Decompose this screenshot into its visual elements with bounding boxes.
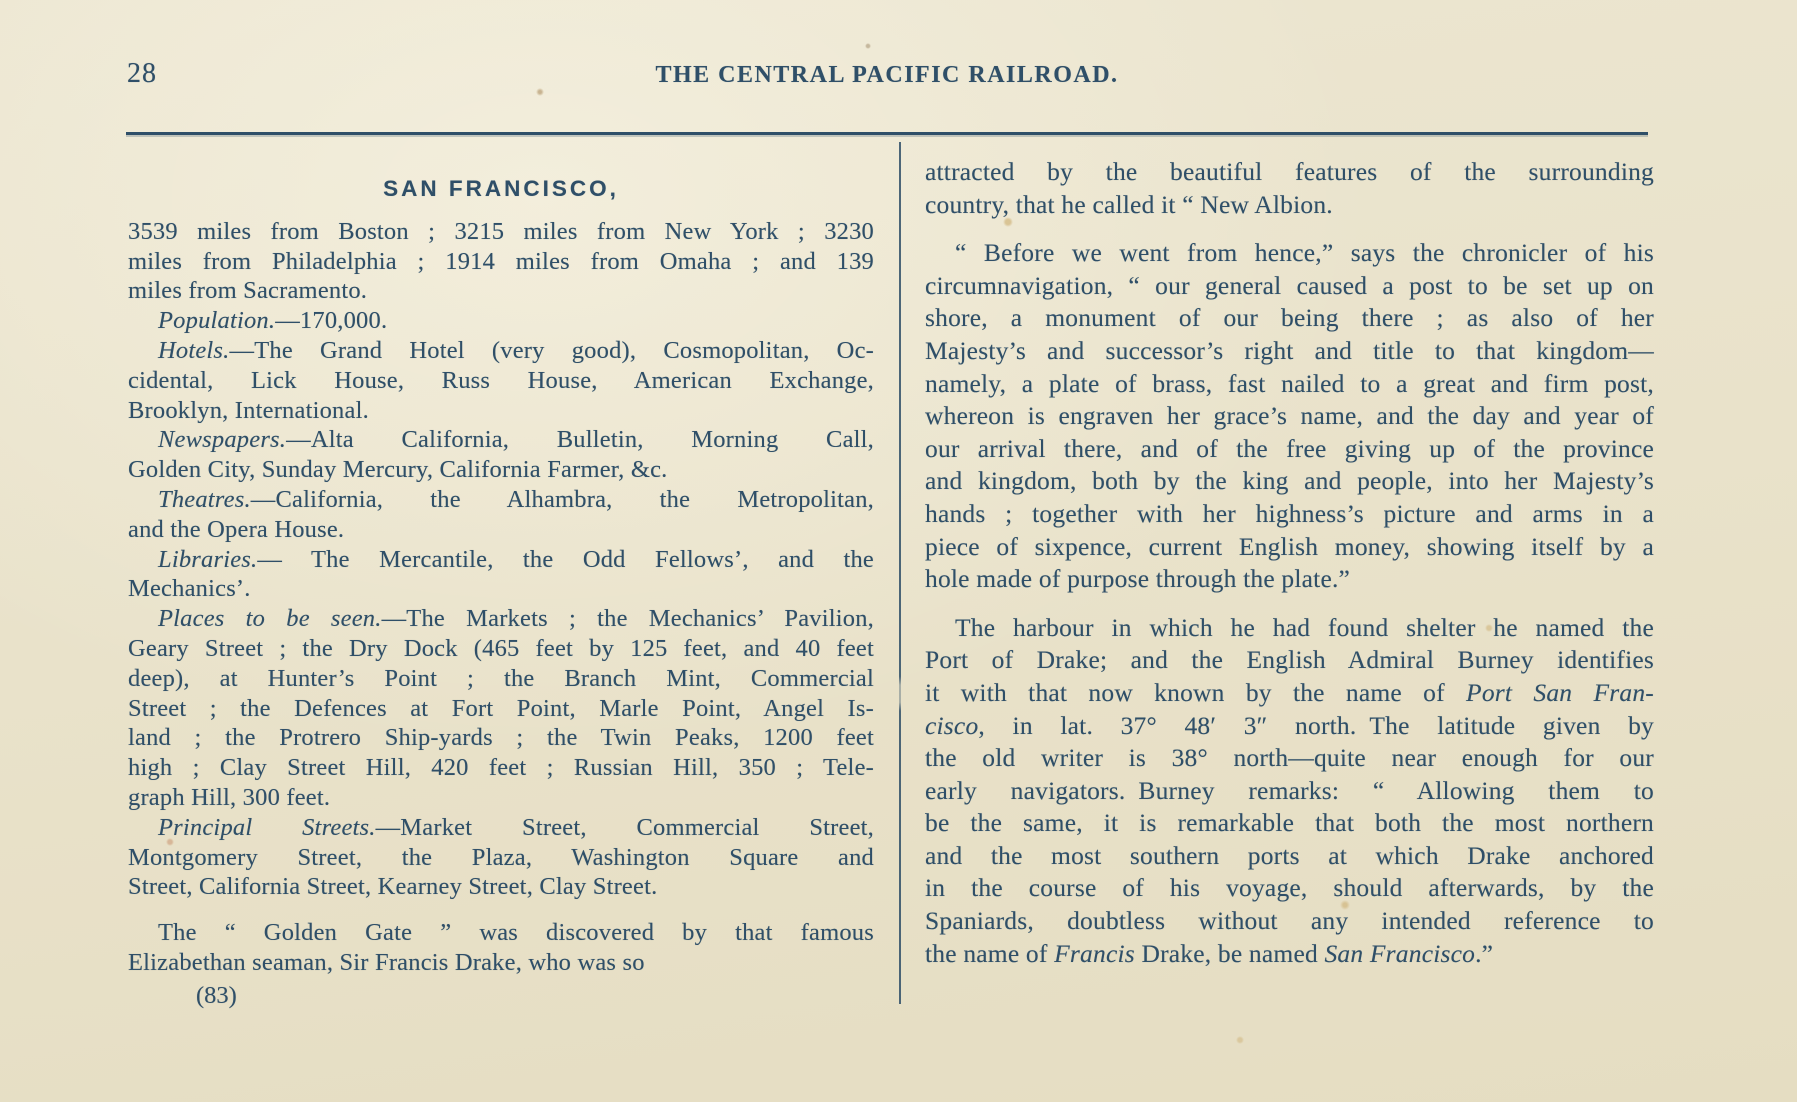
text-segment: deep), at Hunter’s Point ; the Branch Mint, Commercial <box>128 664 874 692</box>
text-line <box>128 425 874 455</box>
text-segment: and kingdom, both by the king and people, into her Majesty’s <box>925 466 1654 496</box>
text-segment: miles from Sacramento. <box>128 277 368 305</box>
text-segment: 3539 miles from Boston ; 3215 miles from New York ; 3230 <box>128 217 874 245</box>
text-segment: shore, a monument of our being there ; as also of her <box>925 303 1654 333</box>
text-line <box>128 948 874 978</box>
text-segment: Street ; the Defences at Fort Point, Marle Point, Angel Is- <box>128 694 874 722</box>
text-segment: whereon is engraven her grace’s name, and the day and year of <box>925 401 1654 431</box>
text-segment: Elizabethan seaman, Sir Francis Drake, who was so <box>128 948 645 976</box>
text-segment: land ; the Protrero Ship-yards ; the Twin Peaks, 1200 feet <box>128 724 874 752</box>
italic-text-segment: Francis <box>1054 938 1135 968</box>
text-line <box>128 843 874 873</box>
page-number: 28 <box>127 58 157 89</box>
text-line <box>128 217 874 247</box>
text-line <box>128 545 874 575</box>
text-segment: graph Hill, 300 feet. <box>128 783 331 811</box>
text-line <box>128 664 874 694</box>
text-line <box>925 302 1654 335</box>
text-line <box>925 742 1654 775</box>
text-segment: our arrival there, and of the free giving up of the province <box>925 433 1654 463</box>
text-line <box>925 644 1654 677</box>
italic-text-segment: Port San Fran- <box>1466 677 1654 707</box>
text-segment: —California, the Alhambra, the Metropolitan, <box>250 485 874 513</box>
text-line <box>925 465 1654 498</box>
section-heading: SAN FRANCISCO, <box>383 176 619 201</box>
text-line <box>925 710 1654 743</box>
italic-text-segment: San Francisco <box>1324 938 1476 968</box>
text-segment: Port of Drake; and the English Admiral Burney identifies <box>925 645 1654 675</box>
text-segment: Spaniards, doubtless without any intended reference to <box>925 906 1654 936</box>
text-line <box>925 368 1654 401</box>
text-segment: .” <box>1475 938 1494 968</box>
text-segment: Mechanics’. <box>128 575 251 603</box>
text-segment: early navigators. Burney remarks: “ Allowing them to <box>925 775 1654 805</box>
text-line <box>925 498 1654 531</box>
text-line <box>128 485 874 515</box>
text-segment: Golden City, Sunday Mercury, California Farmer, &c. <box>128 456 668 484</box>
text-segment: —Alta California, Bulletin, Morning Call, <box>286 426 874 454</box>
text-line <box>925 807 1654 840</box>
text-segment: country, that he called it “ New Albion. <box>925 189 1333 219</box>
right-column-text <box>925 156 1654 970</box>
text-segment: —170,000. <box>275 307 388 335</box>
text-line <box>128 336 874 366</box>
text-segment: Brooklyn, International. <box>128 396 369 424</box>
text-line <box>128 574 874 604</box>
text-segment: it with that now known by the name of <box>925 677 1467 707</box>
italic-text-segment: Principal Streets. <box>158 813 376 841</box>
text-line <box>925 563 1654 596</box>
text-segment: high ; Clay Street Hill, 420 feet ; Russian Hill, 350 ; Tele- <box>128 754 874 782</box>
text-segment: , in lat. 37° 48′ 3″ north. The latitude given by <box>978 710 1654 740</box>
text-segment: miles from Philadelphia ; 1914 miles from Omaha ; and 139 <box>128 247 874 275</box>
text-line <box>128 366 874 396</box>
right-column <box>925 156 1654 970</box>
text-segment: — The Mercantile, the Odd Fellows’, and the <box>257 545 874 573</box>
text-line <box>128 455 874 485</box>
text-line <box>128 723 874 753</box>
text-line <box>128 813 874 843</box>
text-segment: in the course of his voyage, should afterwards, by the <box>925 873 1654 903</box>
text-line <box>128 783 874 813</box>
text-line <box>925 905 1654 938</box>
italic-text-segment: Theatres. <box>158 485 251 513</box>
text-line <box>925 335 1654 368</box>
text-segment: hole made of purpose through the plate.” <box>925 564 1351 594</box>
text-segment: —The Markets ; the Mechanics’ Pavilion, <box>381 605 874 633</box>
text-line <box>128 515 874 545</box>
header-rule <box>126 132 1648 135</box>
text-line <box>128 918 874 948</box>
text-line <box>925 840 1654 873</box>
text-line <box>128 634 874 664</box>
plate-number: (83) <box>196 982 237 1009</box>
text-segment: the name of <box>925 938 1055 968</box>
text-segment: “ Before we went from hence,” says the chronicler of his <box>955 238 1654 268</box>
text-line <box>925 156 1654 189</box>
text-segment: attracted by the beautiful features of the surrounding <box>925 157 1654 186</box>
column-divider-rule <box>899 142 901 1004</box>
italic-text-segment: Newspapers. <box>158 426 287 454</box>
text-line <box>128 753 874 783</box>
text-segment: piece of sixpence, current English money, showing itself by a <box>925 531 1654 561</box>
text-line <box>128 872 874 902</box>
text-line <box>128 247 874 277</box>
italic-text-segment: Population. <box>158 307 276 335</box>
text-line <box>925 400 1654 433</box>
text-segment: circumnavigation, “ our general caused a post to be set up on <box>925 270 1654 300</box>
text-line <box>925 433 1654 466</box>
text-segment: Drake, be named <box>1134 938 1325 968</box>
italic-text-segment: cisco <box>925 710 979 740</box>
text-line <box>128 604 874 634</box>
text-segment: and the most southern ports at which Drake anchored <box>925 840 1654 870</box>
text-segment: Majesty’s and successor’s right and title to that kingdom— <box>925 335 1654 365</box>
text-line <box>925 775 1654 808</box>
text-segment: Montgomery Street, the Plaza, Washington Square and <box>128 843 874 871</box>
text-segment: cidental, Lick House, Russ House, American Exchange, <box>128 366 874 394</box>
text-line <box>128 276 874 306</box>
text-line <box>925 612 1654 645</box>
text-segment: and the Opera House. <box>128 515 345 543</box>
text-segment: Geary Street ; the Dry Dock (465 feet by 125 feet, and 40 feet <box>128 634 874 662</box>
text-segment: —Market Street, Commercial Street, <box>375 813 874 841</box>
text-segment: The “ Golden Gate ” was discovered by that famous <box>158 919 874 947</box>
italic-text-segment: Hotels. <box>158 336 230 364</box>
text-line <box>925 872 1654 905</box>
text-segment: namely, a plate of brass, fast nailed to a great and firm post, <box>925 368 1654 398</box>
text-segment: The harbour in which he had found shelter he named the <box>955 612 1654 642</box>
left-column <box>128 174 874 978</box>
text-line <box>925 270 1654 303</box>
text-segment: be the same, it is remarkable that both the most northern <box>925 808 1654 838</box>
italic-text-segment: Libraries. <box>158 545 258 573</box>
text-segment: the old writer is 38° north—quite near enough for our <box>925 743 1654 773</box>
text-line <box>925 677 1654 710</box>
text-line <box>925 938 1654 971</box>
text-line <box>925 531 1654 564</box>
text-line <box>925 189 1654 222</box>
left-column-text <box>128 217 874 978</box>
text-segment: Street, California Street, Kearney Street, Clay Street. <box>128 873 658 901</box>
running-title: THE CENTRAL PACIFIC RAILROAD. <box>655 62 1119 88</box>
text-segment: hands ; together with her highness’s picture and arms in a <box>925 498 1654 528</box>
text-line <box>128 694 874 724</box>
text-line <box>925 237 1654 270</box>
text-line <box>128 396 874 426</box>
italic-text-segment: Places to be seen. <box>158 605 382 633</box>
text-segment: —The Grand Hotel (very good), Cosmopolitan, Oc- <box>229 336 874 364</box>
text-line <box>128 306 874 336</box>
